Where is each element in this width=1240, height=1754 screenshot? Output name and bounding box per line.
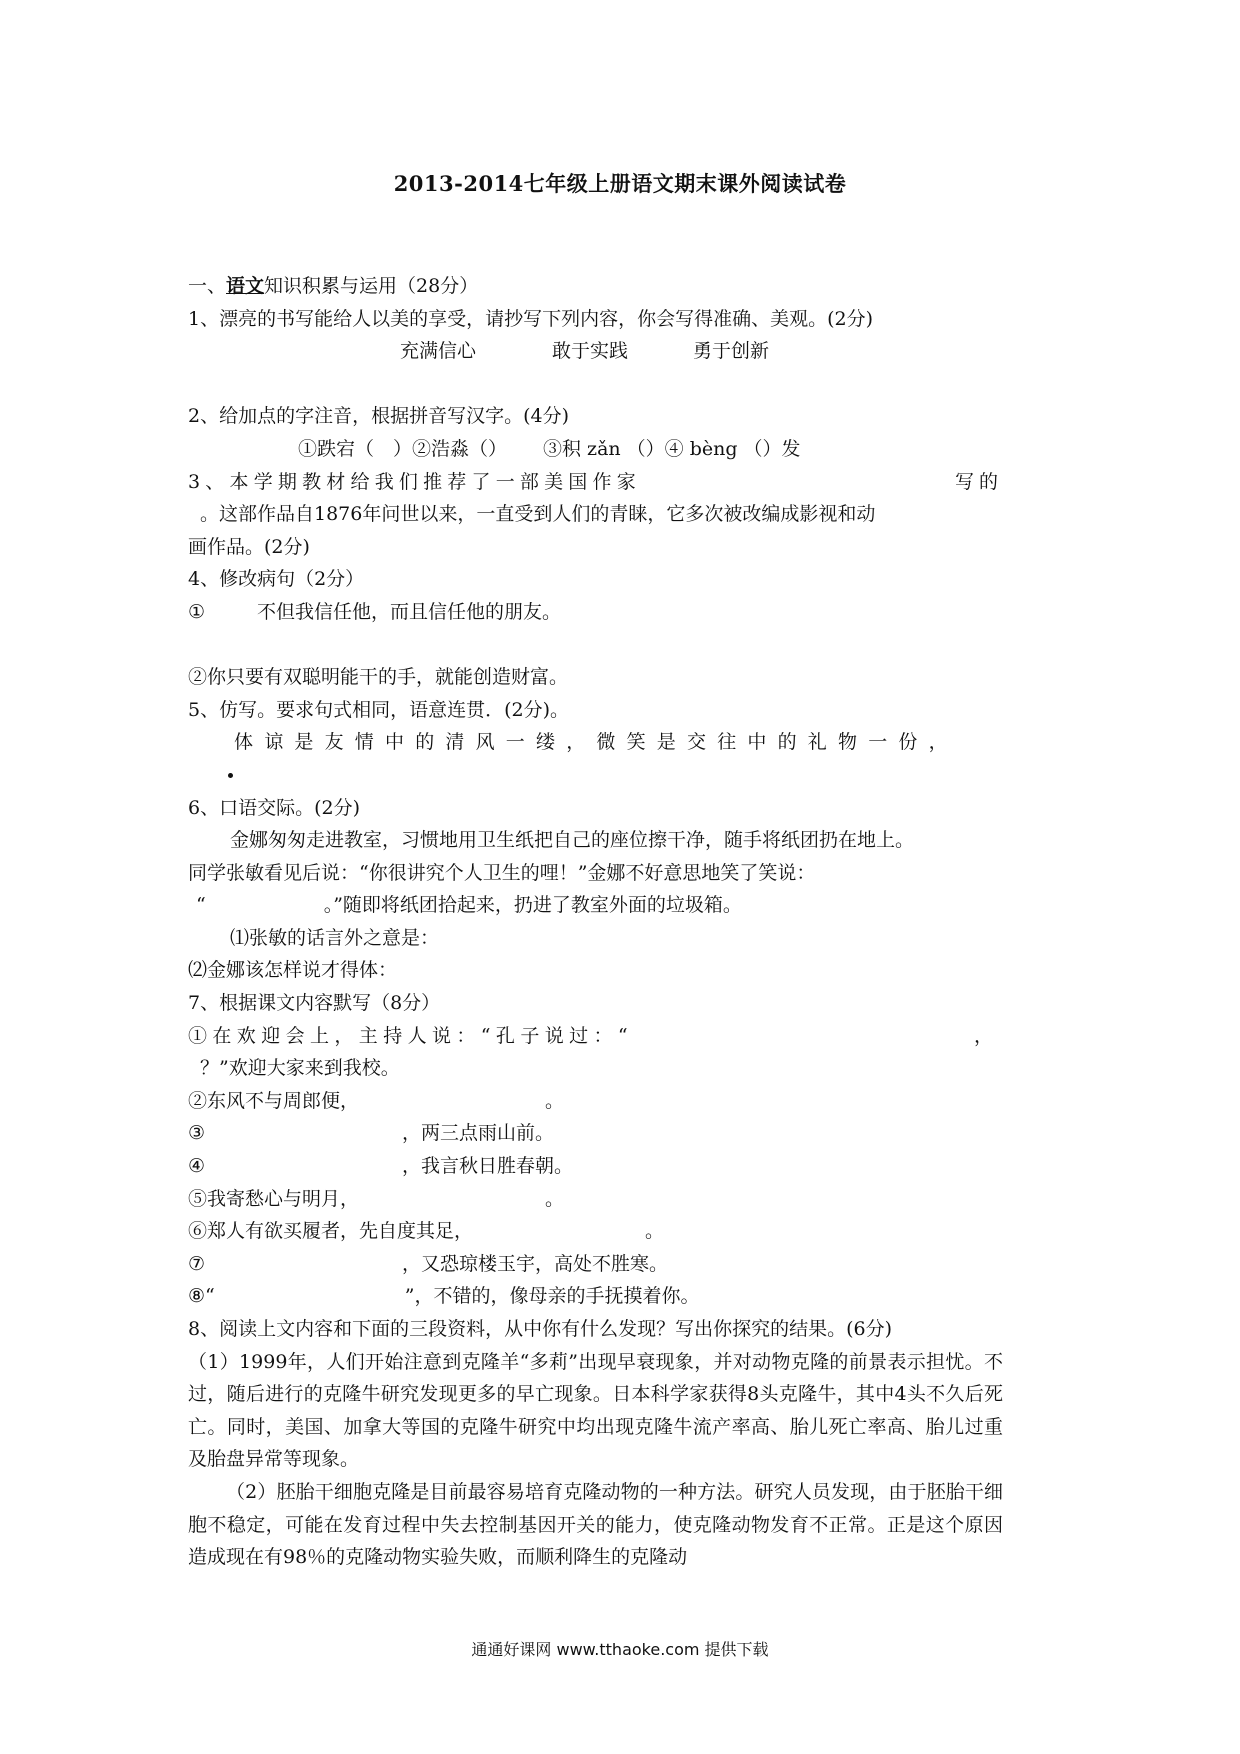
q1-words <box>188 335 1003 368</box>
q7-line-2: ？”欢迎大家来到我校。 <box>200 1057 400 1080</box>
question-5: 5、仿写。要求句式相同，语意连贯．(2分)。 <box>188 698 570 721</box>
q7-text: ， <box>973 1024 993 1047</box>
q5-answer-line <box>188 759 1003 792</box>
q3-text-b: 写的 <box>954 470 1003 493</box>
q7-text: ，两三点雨山前。 <box>402 1122 555 1145</box>
section-emphasis: 语文 <box>226 275 265 297</box>
q8-material-1: （1）1999年，人们开始注意到克隆羊“多莉”出现早衰现象，并对动物克隆的前景表示担忧。不过，随后进行的克隆牛研究发现更多的早亡现象。日本科学家获得8头克隆牛，其中4头不久后死亡。同时，美国、加拿大等国的克隆牛研究中均出现克隆牛流产率高、胎儿死亡率高、胎儿过重及胎盘异常等现象。 <box>188 1350 1003 1471</box>
question-7: 7、根据课文内容默写（8分） <box>188 992 441 1015</box>
q3-text-a: 3、本学期教材给我们推荐了一部美国作家 <box>188 470 641 493</box>
q7-line-6 <box>188 1183 1003 1216</box>
q7-line-7 <box>188 1215 1003 1248</box>
q4-sentence-2: ②你只要有双聪明能干的手，就能创造财富。 <box>188 666 569 689</box>
q2-item: ①跌宕（ ）②浩淼（） <box>298 437 508 460</box>
q7-line-9 <box>188 1280 1003 1313</box>
q7-text: 。 <box>545 1089 565 1112</box>
q7-text: ②东风不与周郎便， <box>188 1089 360 1112</box>
q6-paragraph-1: 金娜匆匆走进教室，习惯地用卫生纸把自己的座位擦干净，随手将纸团扔在地上。 <box>230 829 915 852</box>
q7-text: ⑦ <box>188 1252 206 1275</box>
q7-text: ⑤我寄愁心与明月， <box>188 1187 360 1210</box>
q2-items <box>188 433 1003 466</box>
q6-paragraph-2: 同学张敏看见后说：“你很讲究个人卫生的哩！”金娜不好意思地笑了笑说： <box>188 861 816 884</box>
question-8: 8、阅读上文内容和下面的三段资料，从中你有什么发现？写出你探究的结果。(6分) <box>188 1318 893 1340</box>
q8-material-2: （2）胚胎干细胞克隆是目前最容易培育克隆动物的一种方法。研究人员发现，由于胚胎干细胞不稳定，可能在发育过程中失去控制基因开关的能力，使克隆动物发育不正常。正是这个原因造成现在有98％的克隆动物实验失败，而顺利降生的克隆动 <box>188 1480 1003 1569</box>
q6-sub-2: ⑵金娜该怎样说才得体： <box>188 959 398 982</box>
q7-text: ③ <box>188 1122 206 1145</box>
q7-text: 。 <box>645 1220 665 1243</box>
q7-line-3 <box>188 1085 1003 1118</box>
q6-sub-1: ⑴张敏的话言外之意是： <box>230 926 440 949</box>
section-heading <box>188 270 1003 303</box>
exam-content <box>188 270 1003 1574</box>
q7-text: ”，不错的，像母亲的手抚摸着你。 <box>404 1285 700 1308</box>
q5-example-text: 体谅是友情中的清风一缕，微笑是交往中的礼物一份， <box>234 731 959 754</box>
q7-line-8 <box>188 1248 1003 1281</box>
q7-line-4 <box>188 1117 1003 1150</box>
q7-text: ，又恐琼楼玉宇，高处不胜寒。 <box>402 1252 669 1275</box>
q7-text: ⑧“ <box>188 1285 215 1308</box>
q7-text: ①在欢迎会上，主持人说：“孔子说过：“ <box>188 1024 634 1047</box>
q7-text: ，我言秋日胜春朝。 <box>402 1155 574 1178</box>
q6-paragraph-3 <box>188 889 1003 922</box>
q4-sentence-1 <box>188 596 1003 629</box>
q1-word: 敢于实践 <box>552 340 629 363</box>
q7-text: 。 <box>545 1187 565 1210</box>
page-footer: 通通好课网 www.tthaoke.com 提供下载 <box>471 1640 769 1659</box>
q6-quote-open: “ <box>196 894 206 917</box>
question-6: 6、口语交际。(2分) <box>188 796 361 819</box>
question-3-line3: 画作品。(2分) <box>188 535 310 558</box>
q2-item: ③积 zǎn （）④ bèng （）发 <box>543 437 801 460</box>
q7-text: ⑥郑人有欲买履者，先自度其足， <box>188 1220 474 1243</box>
q1-word: 勇于创新 <box>693 340 770 363</box>
section-prefix: 一、 <box>188 275 227 297</box>
q5-example <box>188 726 1003 759</box>
question-4: 4、修改病句（2分） <box>188 568 365 591</box>
question-1: 1、漂亮的书写能给人以美的享受，请抄写下列内容，你会写得准确、美观。(2分) <box>188 307 874 330</box>
question-3-line2: 。这部作品自1876年问世以来，一直受到人们的青睐，它多次被改编成影视和动 <box>200 503 876 526</box>
question-2: 2、给加点的字注音，根据拼音写汉字。(4分) <box>188 405 570 428</box>
section-rest: 知识积累与运用（28分） <box>264 275 479 297</box>
q4-num: ① <box>188 600 206 623</box>
q4-sentence: 不但我信任他，而且信任他的朋友。 <box>257 600 562 623</box>
q1-word: 充满信心 <box>400 340 477 363</box>
bullet-dot <box>228 773 233 778</box>
q7-line-1 <box>188 1020 1003 1053</box>
q7-text: ④ <box>188 1155 206 1178</box>
q6-quote-rest: 。”随即将纸团拾起来，扔进了教室外面的垃圾箱。 <box>323 894 742 917</box>
question-3-line1 <box>188 466 1003 499</box>
q7-line-5 <box>188 1150 1003 1183</box>
page-title: 2013-2014七年级上册语文期末课外阅读试卷 <box>393 171 847 196</box>
